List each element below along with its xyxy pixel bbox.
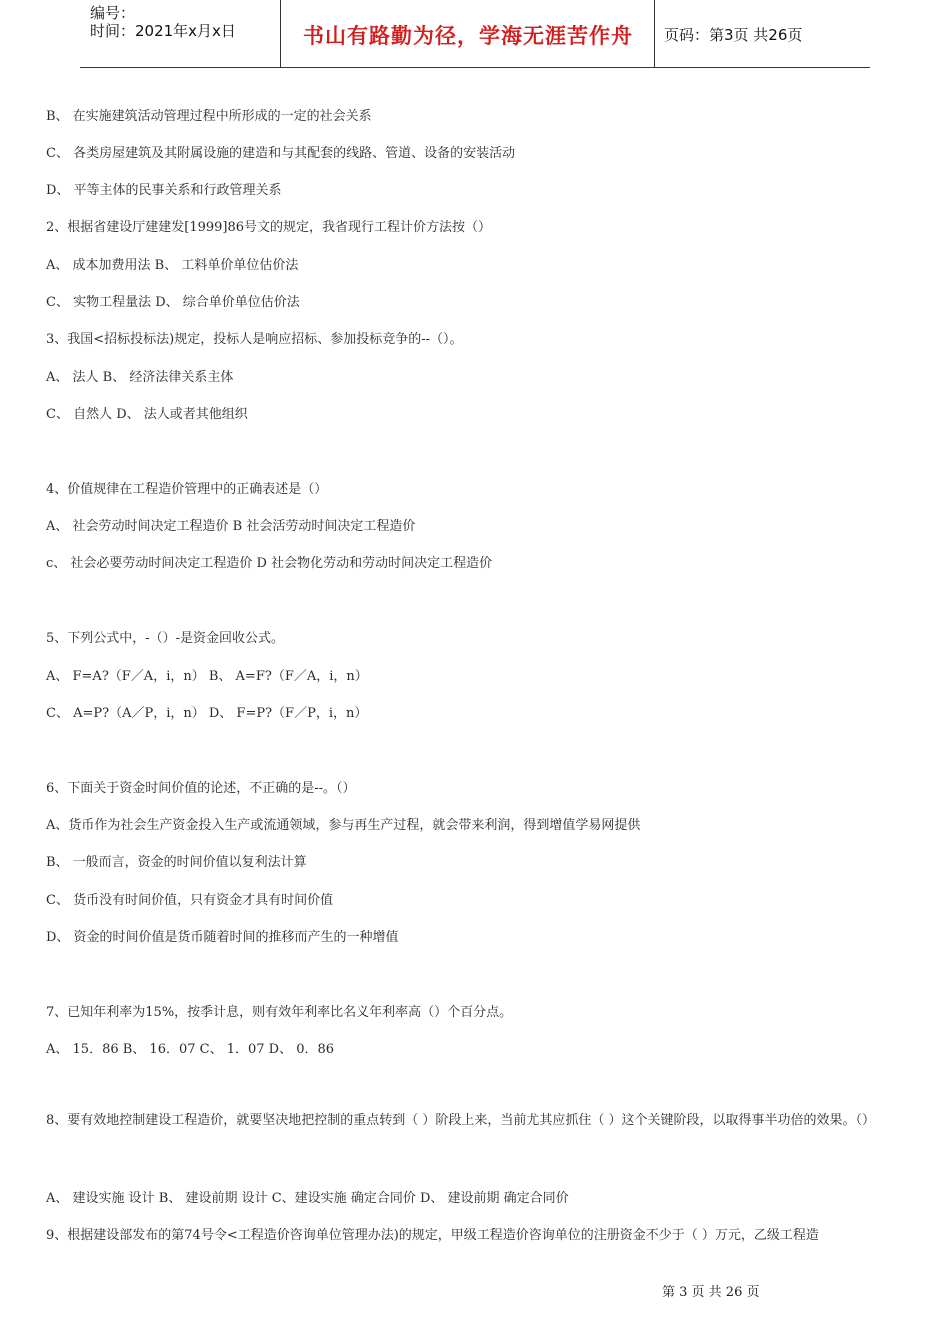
question-line: 4、价值规律在工程造价管理中的正确表述是（） [46,482,328,497]
option-line: C、 货币没有时间价值，只有资金才具有时间价值 [46,893,334,908]
document-time-label: 时间：2021年x月x日 [90,22,236,40]
option-line: A、 成本加费用法 B、 工料单价单位估价法 [46,258,299,273]
option-line: B、 一般而言，资金的时间价值以复利法计算 [46,855,307,870]
page-footer: 第 3 页 共 26 页 [662,1285,760,1300]
document-number-label: 编号： [90,4,136,22]
option-line: D、 资金的时间价值是货币随着时间的推移而产生的一种增值 [46,930,399,945]
option-line: A、 15．86 B、 16．07 C、 1．07 D、 0．86 [46,1042,335,1057]
option-line: c、 社会必要劳动时间决定工程造价 D 社会物化劳动和劳动时间决定工程造价 [46,556,493,571]
option-line: A、 法人 B、 经济法律关系主体 [46,370,234,385]
question-line: 5、下列公式中，-（）-是资金回收公式。 [46,631,285,646]
option-line: D、 平等主体的民事关系和行政管理关系 [46,183,282,198]
page-header [80,0,870,68]
question-line: 6、下面关于资金时间价值的论述，不正确的是--。（） [46,781,356,796]
header-divider-right [654,0,655,67]
option-line: C、 A=P?（A／P，i，n） D、 F=P?（F／P，i，n） [46,706,368,721]
option-line: B、 在实施建筑活动管理过程中所形成的一定的社会关系 [46,109,372,124]
option-line: A、货币作为社会生产资金投入生产或流通领域，参与再生产过程，就会带来利润，得到增值学易网提供 [46,818,641,833]
question-line: 2、根据省建设厅建建发[1999]86号文的规定，我省现行工程计价方法按（） [46,220,492,235]
option-line: C、 自然人 D、 法人或者其他组织 [46,407,248,422]
header-divider-left [280,0,281,67]
question-line: 7、已知年利率为15%，按季计息，则有效年利率比名义年利率高（）个百分点。 [46,1005,513,1020]
option-line: C、 各类房屋建筑及其附属设施的建造和与其配套的线路、管道、设备的安装活动 [46,146,516,161]
header-motto: 书山有路勤为径，学海无涯苦作舟 [303,24,633,48]
header-meta [90,4,236,40]
question-line: 9、根据建设部发布的第74号令<工程造价咨询单位管理办法)的规定，甲级工程造价咨询单位的注册资金不少于（ ）万元，乙级工程造 [46,1228,819,1243]
option-line: A、 建设实施 设计 B、 建设前期 设计 C、建设实施 确定合同价 D、 建设前期 确定合同价 [46,1191,569,1206]
question-line: 8、要有效地控制建设工程造价，就要坚决地把控制的重点转到（ ）阶段上来，当前尤其应抓住（ ）这个关键阶段，以取得事半功倍的效果。（） [46,1113,876,1128]
header-page-info: 页码：第3页 共26页 [664,26,803,44]
question-line: 3、我国<招标投标法)规定，投标人是响应招标、参加投标竞争的--（）。 [46,332,463,347]
option-line: C、 实物工程量法 D、 综合单价单位估价法 [46,295,300,310]
option-line: A、 F=A?（F／A，i，n） B、 A=F?（F／A，i，n） [46,669,368,684]
option-line: A、 社会劳动时间决定工程造价 B 社会活劳动时间决定工程造价 [46,519,416,534]
